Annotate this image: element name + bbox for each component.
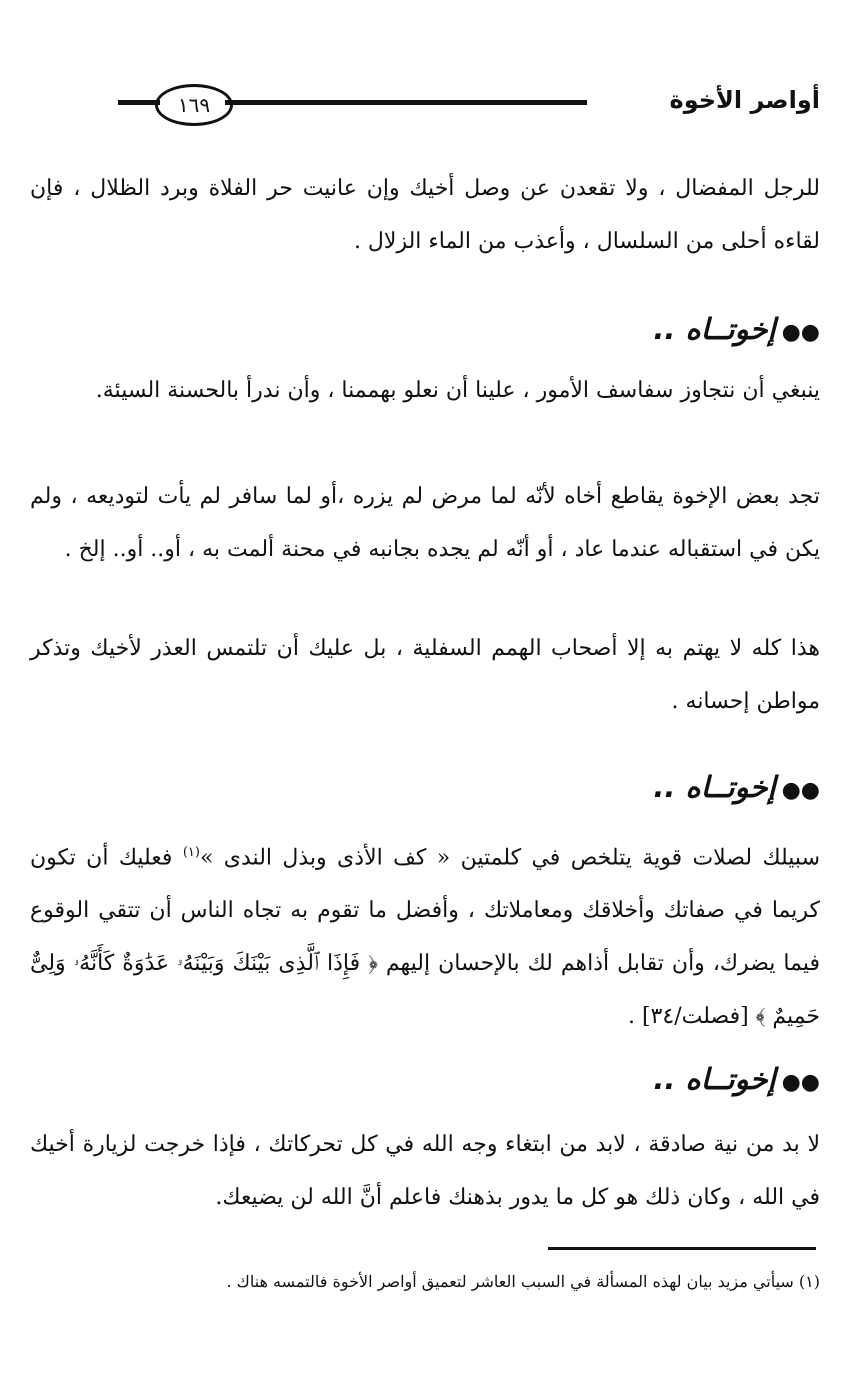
footnote-reference: (١) bbox=[182, 845, 200, 860]
footnote-rule bbox=[548, 1247, 816, 1250]
paragraph-1: للرجل المفضال ، ولا تقعدن عن وصل أخيك وإن عانيت حر الفلاة وبرد الظلال ، فإن لقاءه أحلى من السلسال ، وأعذب من الماء الزلال . bbox=[30, 176, 820, 254]
paragraph-3: تجد بعض الإخوة يقاطع أخاه لأنّه لما مرض لم يزره ،أو لما سافر لم يأت لتوديعه ، ولم يكن في استقباله عندما عاد ، أو أنّه لم يجده بجانبه في محنة ألمت به ، أو.. أو.. إلخ . bbox=[30, 484, 820, 562]
section-heading-2 bbox=[30, 770, 820, 804]
bullet-dots-icon: ●● bbox=[781, 320, 820, 345]
footnote: (١) سيأتي مزيد بيان لهذه المسألة في السبب العاشر لتعميق أواصر الأخوة فالتمسه هناك . bbox=[226, 1272, 820, 1291]
bullet-dots-icon: ●● bbox=[781, 778, 820, 803]
heading-text: إخوتــاه .. bbox=[653, 1062, 776, 1096]
bullet-dots-icon: ●● bbox=[781, 1070, 820, 1095]
running-title: أواصر الأخوة bbox=[669, 86, 820, 114]
paragraph-2: ينبغي أن نتجاوز سفاسف الأمور ، علينا أن نعلو بهممنا ، وأن ندرأ بالحسنة السيئة. bbox=[95, 378, 820, 403]
paragraph-5 bbox=[30, 826, 820, 1043]
header-rule-left bbox=[118, 100, 160, 105]
heading-text: إخوتــاه .. bbox=[653, 312, 776, 346]
paragraph-6: لا بد من نية صادقة ، لابد من ابتغاء وجه الله في كل تحركاتك ، فإذا خرجت لزيارة أخيك في الله ، وكان ذلك هو كل ما يدور بذهنك فاعلم أنَّ الله لن يضيعك. bbox=[30, 1132, 820, 1210]
page-number: ١٦٩ bbox=[155, 84, 233, 126]
heading-text: إخوتــاه .. bbox=[653, 770, 776, 804]
header-rule bbox=[225, 100, 587, 105]
paragraph-4: هذا كله لا يهتم به إلا أصحاب الهمم السفلية ، بل عليك أن تلتمس العذر لأخيك وتذكر مواطن إحسانه . bbox=[30, 636, 820, 714]
paragraph-5-rest: فعليك أن تكون كريما في صفاتك وأخلاقك ومعاملاتك ، وأفضل ما تقوم به تجاه الناس أن تتقي الوقوع فيما يضرك، وأن تقابل أذاهم لك بالإحسان إليهم ﴿ فَإِذَا ٱلَّذِى بَيْنَكَ وَبَيْنَهُۥ عَدَٰوَةٌ كَأَنَّهُۥ وَلِىٌّ حَمِيمٌ ﴾ [فصلت/٣٤] . bbox=[30, 845, 820, 1030]
section-heading-3 bbox=[30, 1062, 820, 1096]
section-heading-1 bbox=[30, 312, 820, 346]
paragraph-5-lead: سبيلك لصلات قوية يتلخص في كلمتين « كف الأذى وبذل الندى » bbox=[199, 845, 820, 871]
